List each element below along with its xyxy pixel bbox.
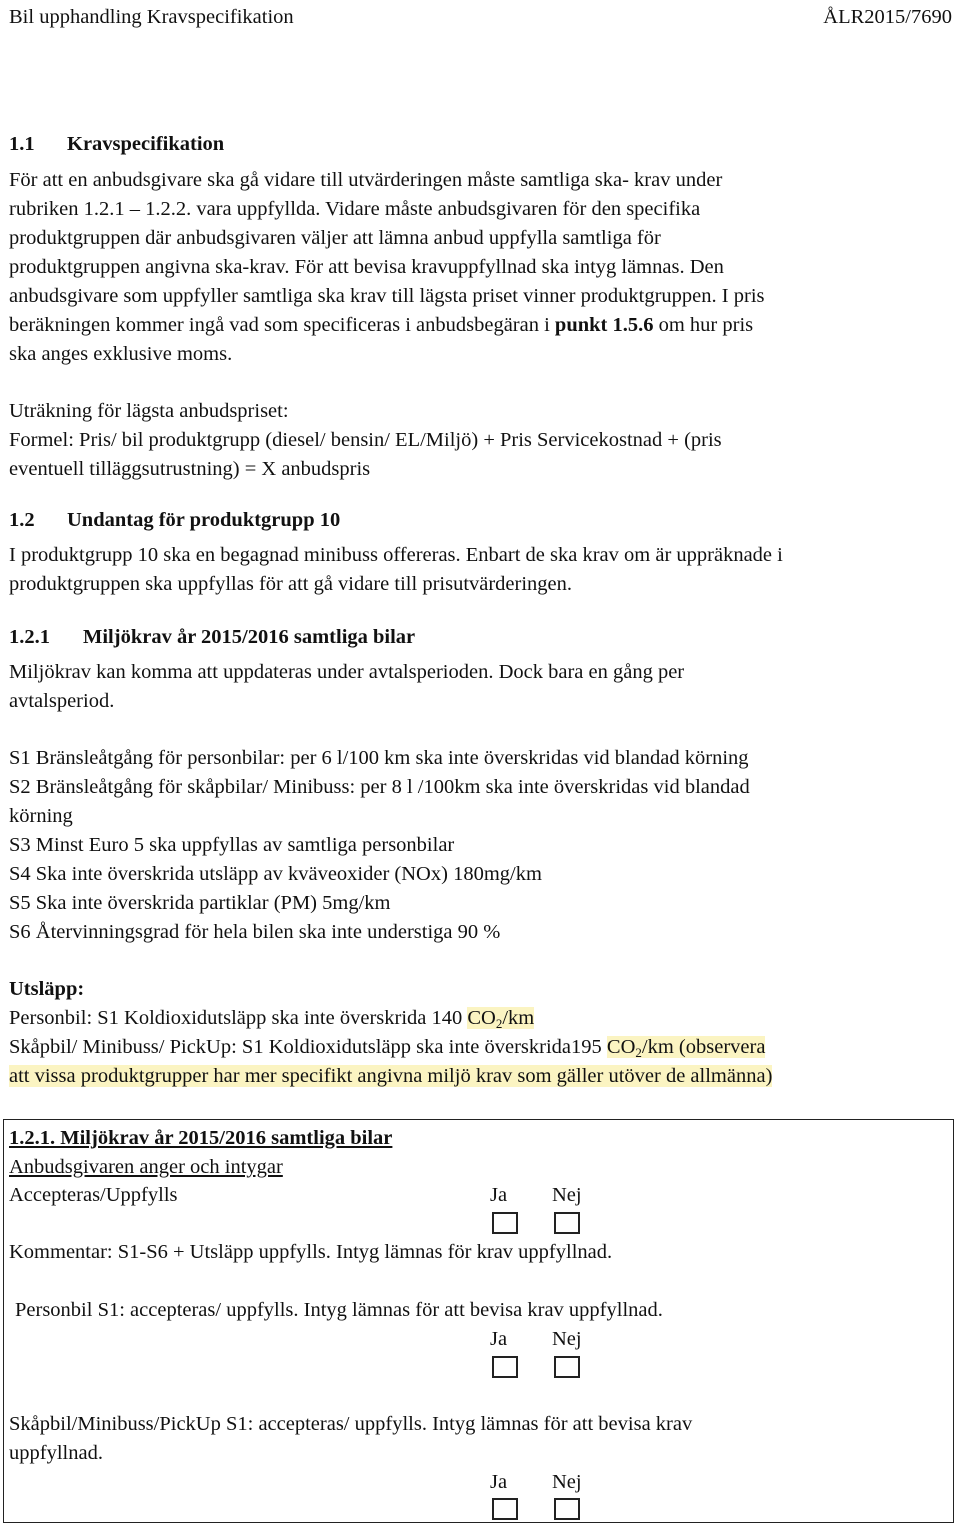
- header-reference: ÅLR2015/7690: [823, 6, 952, 28]
- paragraph-line: ska anges exklusive moms.: [9, 343, 233, 365]
- price-formula: [9, 397, 952, 484]
- emissions-heading: Utsläpp:: [9, 978, 85, 1000]
- requirement-item: S3 Minst Euro 5 ska uppfyllas av samtliga personbilar: [9, 834, 455, 856]
- emissions-note: att vissa produktgrupper har mer specifikt angivna miljö krav som gäller utöver de allmänna): [9, 1065, 773, 1087]
- checkbox-yes[interactable]: [492, 1356, 518, 1378]
- checkbox-no[interactable]: [554, 1498, 580, 1520]
- paragraph-line: produktgruppen ska uppfyllas för att gå vidare till prisutvärderingen.: [9, 573, 573, 595]
- requirements-list: [9, 744, 952, 947]
- yes-label: Ja: [490, 1328, 508, 1350]
- requirement-item: körning: [9, 805, 73, 827]
- heading-number: 1.2.1: [9, 626, 50, 648]
- checkbox-yes[interactable]: [492, 1212, 518, 1234]
- paragraph-line: anbudsgivare som uppfyller samtliga ska krav till lägsta priset vinner produktgruppen. I pris: [9, 285, 765, 307]
- checkbox-no[interactable]: [554, 1212, 580, 1234]
- checkbox-yes[interactable]: [492, 1498, 518, 1520]
- paragraph-line: I produktgrupp 10 ska en begagnad minibuss offereras. Enbart de ska krav om är uppräknade i: [9, 544, 783, 566]
- heading-number: 1.2: [9, 509, 35, 531]
- paragraph-line: avtalsperiod.: [9, 690, 115, 712]
- checkbox-no[interactable]: [554, 1356, 580, 1378]
- form-subtitle: Anbudsgivaren anger och intygar: [9, 1156, 283, 1178]
- co2-highlight: $CO_2/km$ (observera: [606, 1036, 766, 1060]
- heading-title: Miljökrav år 2015/2016 samtliga bilar: [83, 626, 416, 648]
- heading-title: Kravspecifikation: [67, 133, 225, 155]
- paragraph-line: rubriken 1.2.1 – 1.2.2. vara uppfyllda. Vidare måste anbudsgivaren för den specifika: [9, 198, 701, 220]
- requirement-item: S2 Bränsleåtgång för skåpbilar/ Minibuss: per 8 l /100km ska inte överskridas vid blandad: [9, 776, 750, 798]
- heading-title: Undantag för produktgrupp 10: [67, 509, 341, 531]
- emissions-line-skapbil: Skåpbil/ Minibuss/ PickUp: S1 Koldioxidutsläpp ska inte överskrida195 $CO_2/km$ (observera: [9, 1036, 766, 1060]
- paragraph-line: beräkningen kommer ingå vad som specificeras i anbudsbegäran i punkt 1.5.6 om hur pris: [9, 314, 754, 336]
- requirement-item: S6 Återvinningsgrad för hela bilen ska inte understiga 90 %: [9, 921, 501, 943]
- no-label: Nej: [552, 1184, 582, 1206]
- heading-1-1: [9, 130, 952, 159]
- skapbil-text: Skåpbil/Minibuss/PickUp S1: accepteras/ uppfylls. Intyg lämnas för att bevisa krav uppfyllnad.: [9, 1413, 693, 1464]
- paragraph-line: produktgruppen angivna ska-krav. För att bevisa kravuppfyllnad ska intyg lämnas. Den: [9, 256, 724, 278]
- co2-highlight: $CO_2/km$: [467, 1007, 535, 1031]
- form-title: 1.2.1. Miljökrav år 2015/2016 samtliga bilar: [9, 1127, 393, 1149]
- header-title: Bil upphandling Kravspecifikation: [9, 6, 294, 28]
- accept-label: Accepteras/Uppfylls: [9, 1184, 178, 1206]
- section-1-1-body: [9, 166, 952, 369]
- formula-line: eventuell tilläggsutrustning) = X anbudspris: [9, 458, 371, 480]
- section-1-2-1-body: [9, 658, 952, 716]
- requirement-item: S1 Bränsleåtgång för personbilar: per 6 l/100 km ska inte överskridas vid blandad körning: [9, 747, 749, 769]
- heading-1-2-1: [9, 623, 952, 652]
- yes-label: Ja: [490, 1471, 508, 1493]
- paragraph-line: För att en anbudsgivare ska gå vidare till utvärderingen måste samtliga ska- krav under: [9, 169, 723, 191]
- heading-1-2: [9, 506, 952, 535]
- emissions-section: [9, 975, 952, 1091]
- compliance-form: [3, 1119, 954, 1523]
- requirement-item: S4 Ska inte överskrida utsläpp av kväveoxider (NOx) 180mg/km: [9, 863, 542, 885]
- comment-text: Kommentar: S1-S6 + Utsläpp uppfylls. Intyg lämnas för krav uppfyllnad.: [9, 1241, 613, 1263]
- section-1-2-body: [9, 541, 952, 599]
- no-label: Nej: [552, 1471, 582, 1493]
- requirement-item: S5 Ska inte överskrida partiklar (PM) 5mg/km: [9, 892, 391, 914]
- bold-reference: punkt 1.5.6: [554, 314, 654, 336]
- heading-number: 1.1: [9, 133, 35, 155]
- emissions-line-personbil: Personbil: S1 Koldioxidutsläpp ska inte överskrida 140 $CO_2/km$: [9, 1007, 535, 1031]
- paragraph-line: produktgruppen där anbudsgivaren väljer att lämna anbud uppfylla samtliga för: [9, 227, 661, 249]
- paragraph-line: Miljökrav kan komma att uppdateras under avtalsperioden. Dock bara en gång per: [9, 661, 685, 683]
- page-header: [9, 3, 952, 31]
- no-label: Nej: [552, 1328, 582, 1350]
- formula-heading: Uträkning för lägsta anbudspriset:: [9, 400, 289, 422]
- personbil-text: Personbil S1: accepteras/ uppfylls. Intyg lämnas för att bevisa krav uppfyllnad.: [15, 1299, 663, 1321]
- yes-label: Ja: [490, 1184, 508, 1206]
- formula-line: Formel: Pris/ bil produktgrupp (diesel/ bensin/ EL/Miljö) + Pris Servicekostnad + (pris: [9, 429, 722, 451]
